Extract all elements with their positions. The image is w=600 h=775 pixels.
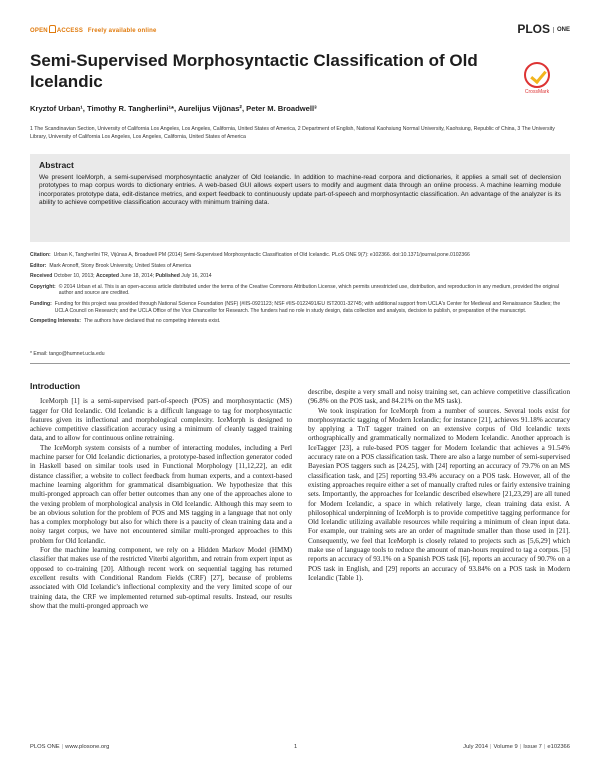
abstract-box (30, 154, 570, 242)
footer-issue-info: July 2014 | Volume 9 | Issue 7 | e102366 (463, 744, 570, 750)
crossmark-badge[interactable] (516, 62, 558, 95)
open-access-badge: OPEN ACCESS Freely available online (30, 25, 157, 34)
journal-header (30, 22, 570, 40)
article-metadata (30, 252, 570, 329)
copyright: Copyright: © 2014 Urban et al. This is an open-access article distributed under the terms of the Creative Commons Attribution License, which permits unrestricted use, distribution, and reproduction in any medium, provided the original author and source are credited. (30, 283, 560, 297)
article-title: Semi-Supervised Morphosyntactic Classification of Old Icelandic (30, 51, 478, 91)
citation: Citation: Urban K, Tangherlini TR, Vijūnas A, Broadwell PM (2014) Semi-Supervised Morphosyntactic Classification of Old Icelandic. PLoS ONE 9(7): e102366. doi:10.1371/journal.pone.0102366 (30, 252, 470, 258)
paragraph: We took inspiration for IceMorph from a number of sources. Several tools exist for morphosyntactic tagging of Modern Icelandic; for instance [21], achieves 91.18% accuracy by applying a TnT tagger trained on an extensive corpus of Old Icelandic texts orthographically and grammatically normalized to Modern Icelandic. Another approach is IceTagger [23], a rule-based POS tagger for Modern Icelandic that achieves a 91.54% accuracy rate on a POS classification task. There are also a large number of semi-supervised Bayesian POS taggers such as [24,25], with [24] reporting an accuracy of 79.7% on an MS classification task, and [25] reporting 93.4% accuracy on a POS task. However, all of the existing approaches require either a set of manually crafted rules or fairly extensive training sets. Importantly, the approaches for Icelandic described elsewhere [21,23,29] are all tuned for Modern Icelandic, a space in which relatively large, clean training data exist. A philosophical underpinning of IceMorph is to provide competitive tagging performance for Old Icelandic utilizing available resources while requiring a minimum of clean input data. For example, our training sets are an order of magnitude smaller than those used in [21]. Consequently, we feel that IceMorph is closely related to projects such as [5,6,29] which make use of language tools to reduce the amount of man-hours required to tag a corpus. [5] reports an accuracy of 93.1% on a Spanish POS task [6], reports an accuracy of 90.7% on a POS task in English, and [29] reports an accuracy of 93.84% on a POS task in Modern Icelandic (Table 1). (308, 406, 570, 582)
footer-journal: PLOS ONE | www.plosone.org (30, 744, 110, 750)
page-number: 1 (294, 744, 298, 750)
paragraph: describe, despite a very small and noisy training set, can achieve competitive classification (96.8% on the POS task, and 84.21% on the MS task). (308, 388, 570, 406)
abstract-heading: Abstract (39, 160, 74, 170)
introduction-heading: Introduction (30, 381, 81, 391)
corresponding-email[interactable]: * Email: tango@humnet.ucla.edu (30, 351, 105, 357)
footer-website[interactable]: www.plosone.org (65, 744, 110, 750)
paragraph: IceMorph [1] is a semi-supervised part-of-speech (POS) and morphosyntactic (MS) tagger for Old Icelandic. Old Icelandic is a difficult language to tag for morphosyntactic features given its inflectional and morphological complexity. IceMorph is designed to achieve competitive classification accuracy using a minimum of cleanly tagged training data, and to allow for continuous online retraining. (30, 397, 292, 443)
paragraph: The IceMorph system consists of a number of interacting modules, including a Perl machine parser for Old Icelandic dictionaries, a prototype-based inflection generator coded in Haskell based on similar tools used in Functional Morphology [11,12,22], an edit distance classifier, a website to collect feedback from human experts, and a context-based machine learning algorithm for grammatical disambiguation. We hypothesize that this multi-pronged approach can offer better outcomes than any one of the approaches alone to the vexing problem of morphological analysis in Old Icelandic. Although this may seem to be an obvious solution for the problem of POS and MS tagging in a language that not only has a complex morphology but also for which there is a paucity of clean training data and a noisy target corpus, we have not encountered similar multi-pronged approaches to this problem for Old Icelandic. (30, 443, 292, 545)
crossmark-label: CrossMark (524, 89, 550, 95)
divider (30, 363, 570, 364)
paragraph: For the machine learning component, we rely on a Hidden Markov Model (HMM) classifier that makes use of the restricted Viterbi algorithm, and retrain from expert input as opposed to co-training [20]. Although recent work on sequential tagging has returned excellent results with Conditional Random Fields (CRF) [27], because of problems associated with Old Icelandic's inflectional complexity and the very limited scope of our training data, the CRF we implemented returned sub-optimal results. Instead, our results show that the multi-pronged approach we (30, 546, 292, 610)
crossmark-icon (524, 62, 550, 88)
editor: Editor: Mark Aronoff, Stony Brook University, United States of America (30, 262, 192, 269)
funding: Funding: Funding for this project was provided through National Science Foundation (NSF) (#IIS-0921123; NSF #IIS-0122491/EU IST2001-32745; with additional support from UCLA's Center for Medieval and Renaissance Studies; the UCLA Council on Research; and the UCLA Office of the Vice Chancellor for Research. The funders had no role in study design, data collection and analysis, decision to publish, or preparation of the manuscript. (30, 300, 561, 314)
open-lock-icon (49, 25, 56, 33)
author-list: Kryztof Urban¹, Timothy R. Tangherlini¹*, Aurelijus Vijūnas², Peter M. Broadwell³ (30, 104, 317, 113)
publication-dates: Received October 10, 2013; Accepted June 18, 2014; Published July 16, 2014 (30, 273, 212, 280)
competing-interests: Competing Interests: The authors have declared that no competing interests exist. (30, 318, 221, 325)
right-column (308, 388, 570, 583)
affiliations: 1 The Scandinavian Section, University of California Los Angeles, Los Angeles, California, United States of America, 2 Department of English, National Kaohsiung Normal University, Kaohsiung, Republic of China, 3 The University Library, University of California Los Angeles, Los Angeles, California, United States of America (30, 126, 555, 140)
freely-available-text: Freely available online (87, 28, 157, 34)
abstract-text: We present IceMorph, a semi-supervised morphosyntactic analyzer of Old Icelandic. In addition to machine-read corpora and dictionaries, it applies a small set of declension prototypes to map corpus words to dictionary entries. A web-based GUI allows expert users to modify and augment data through an online process. A machine learning module incorporates prototype data, edit-distance metrics, and expert feedback to continuously update part-of-speech and morphosyntactic classification. An advantage of the analyzer is its ability to achieve competitive classification accuracy with minimum training data. (39, 174, 561, 207)
journal-logo: PLOS ONE (517, 22, 570, 36)
left-column (30, 381, 292, 611)
